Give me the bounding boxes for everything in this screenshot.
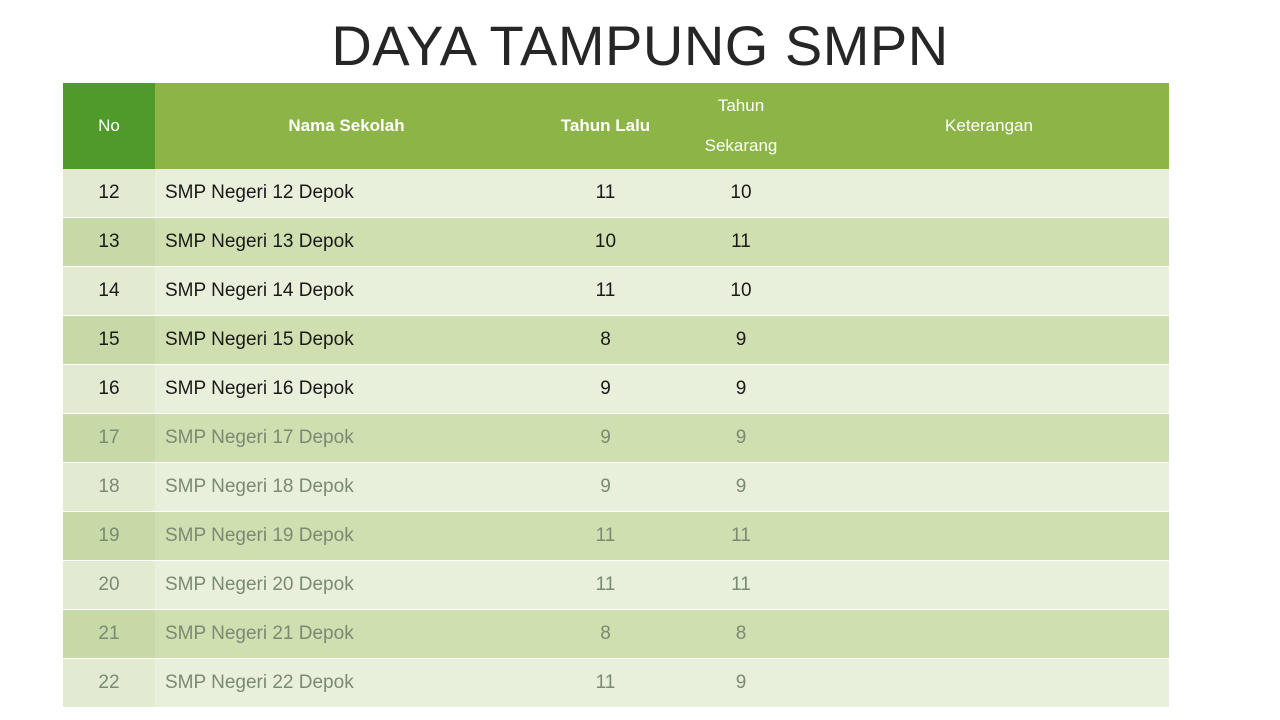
cell-nama-sekolah: SMP Negeri 18 Depok	[155, 463, 538, 512]
cell-tahun-sekarang: 9	[673, 316, 809, 365]
cell-tahun-lalu: 9	[538, 463, 673, 512]
cell-nama-sekolah: SMP Negeri 16 Depok	[155, 365, 538, 414]
cell-no: 13	[63, 218, 155, 267]
table-row	[63, 218, 1169, 267]
table-header-row	[63, 83, 1169, 169]
cell-keterangan	[809, 218, 1169, 267]
cell-tahun-sekarang: 9	[673, 463, 809, 512]
table-row	[63, 316, 1169, 365]
cell-keterangan	[809, 561, 1169, 610]
column-header-tahun-lalu: Tahun Lalu	[538, 83, 673, 169]
table-row	[63, 610, 1169, 659]
cell-nama-sekolah: SMP Negeri 22 Depok	[155, 659, 538, 708]
cell-no: 14	[63, 267, 155, 316]
cell-nama-sekolah: SMP Negeri 14 Depok	[155, 267, 538, 316]
table-row	[63, 414, 1169, 463]
cell-tahun-sekarang: 9	[673, 414, 809, 463]
table-row	[63, 267, 1169, 316]
cell-tahun-sekarang: 11	[673, 561, 809, 610]
cell-keterangan	[809, 659, 1169, 708]
cell-tahun-lalu: 11	[538, 659, 673, 708]
table-body	[63, 169, 1169, 708]
cell-no: 20	[63, 561, 155, 610]
cell-nama-sekolah: SMP Negeri 12 Depok	[155, 169, 538, 218]
cell-nama-sekolah: SMP Negeri 17 Depok	[155, 414, 538, 463]
table-row	[63, 659, 1169, 708]
cell-no: 21	[63, 610, 155, 659]
page-title: DAYA TAMPUNG SMPN	[331, 14, 949, 77]
cell-keterangan	[809, 414, 1169, 463]
cell-tahun-lalu: 10	[538, 218, 673, 267]
cell-no: 22	[63, 659, 155, 708]
table-row	[63, 512, 1169, 561]
cell-tahun-lalu: 8	[538, 316, 673, 365]
daya-tampung-table-container	[63, 83, 1169, 708]
cell-tahun-sekarang: 10	[673, 169, 809, 218]
cell-keterangan	[809, 169, 1169, 218]
cell-tahun-sekarang: 9	[673, 659, 809, 708]
column-header-nama-sekolah: Nama Sekolah	[155, 83, 538, 169]
cell-tahun-lalu: 9	[538, 414, 673, 463]
table-row	[63, 169, 1169, 218]
cell-keterangan	[809, 365, 1169, 414]
cell-nama-sekolah: SMP Negeri 20 Depok	[155, 561, 538, 610]
cell-nama-sekolah: SMP Negeri 15 Depok	[155, 316, 538, 365]
cell-no: 16	[63, 365, 155, 414]
cell-tahun-sekarang: 11	[673, 218, 809, 267]
table-header	[63, 83, 1169, 169]
cell-tahun-sekarang: 9	[673, 365, 809, 414]
column-header-keterangan: Keterangan	[809, 83, 1169, 169]
cell-tahun-lalu: 11	[538, 267, 673, 316]
cell-nama-sekolah: SMP Negeri 19 Depok	[155, 512, 538, 561]
cell-no: 17	[63, 414, 155, 463]
cell-no: 15	[63, 316, 155, 365]
cell-nama-sekolah: SMP Negeri 21 Depok	[155, 610, 538, 659]
cell-tahun-sekarang: 10	[673, 267, 809, 316]
daya-tampung-table	[63, 83, 1169, 708]
column-header-tahun-sekarang	[673, 83, 809, 169]
cell-keterangan	[809, 512, 1169, 561]
cell-keterangan	[809, 267, 1169, 316]
cell-no: 19	[63, 512, 155, 561]
cell-keterangan	[809, 463, 1169, 512]
cell-keterangan	[809, 316, 1169, 365]
cell-tahun-sekarang: 8	[673, 610, 809, 659]
cell-no: 18	[63, 463, 155, 512]
cell-no: 12	[63, 169, 155, 218]
cell-tahun-lalu: 11	[538, 169, 673, 218]
cell-keterangan	[809, 610, 1169, 659]
cell-tahun-sekarang: 11	[673, 512, 809, 561]
column-header-tahun-sekarang-line2: Sekarang	[704, 136, 778, 155]
table-row	[63, 463, 1169, 512]
cell-nama-sekolah: SMP Negeri 13 Depok	[155, 218, 538, 267]
table-row	[63, 561, 1169, 610]
table-row	[63, 365, 1169, 414]
column-header-tahun-sekarang-line1: Tahun	[717, 96, 765, 115]
cell-tahun-lalu: 11	[538, 512, 673, 561]
column-header-no: No	[63, 83, 155, 169]
cell-tahun-lalu: 9	[538, 365, 673, 414]
cell-tahun-lalu: 8	[538, 610, 673, 659]
cell-tahun-lalu: 11	[538, 561, 673, 610]
